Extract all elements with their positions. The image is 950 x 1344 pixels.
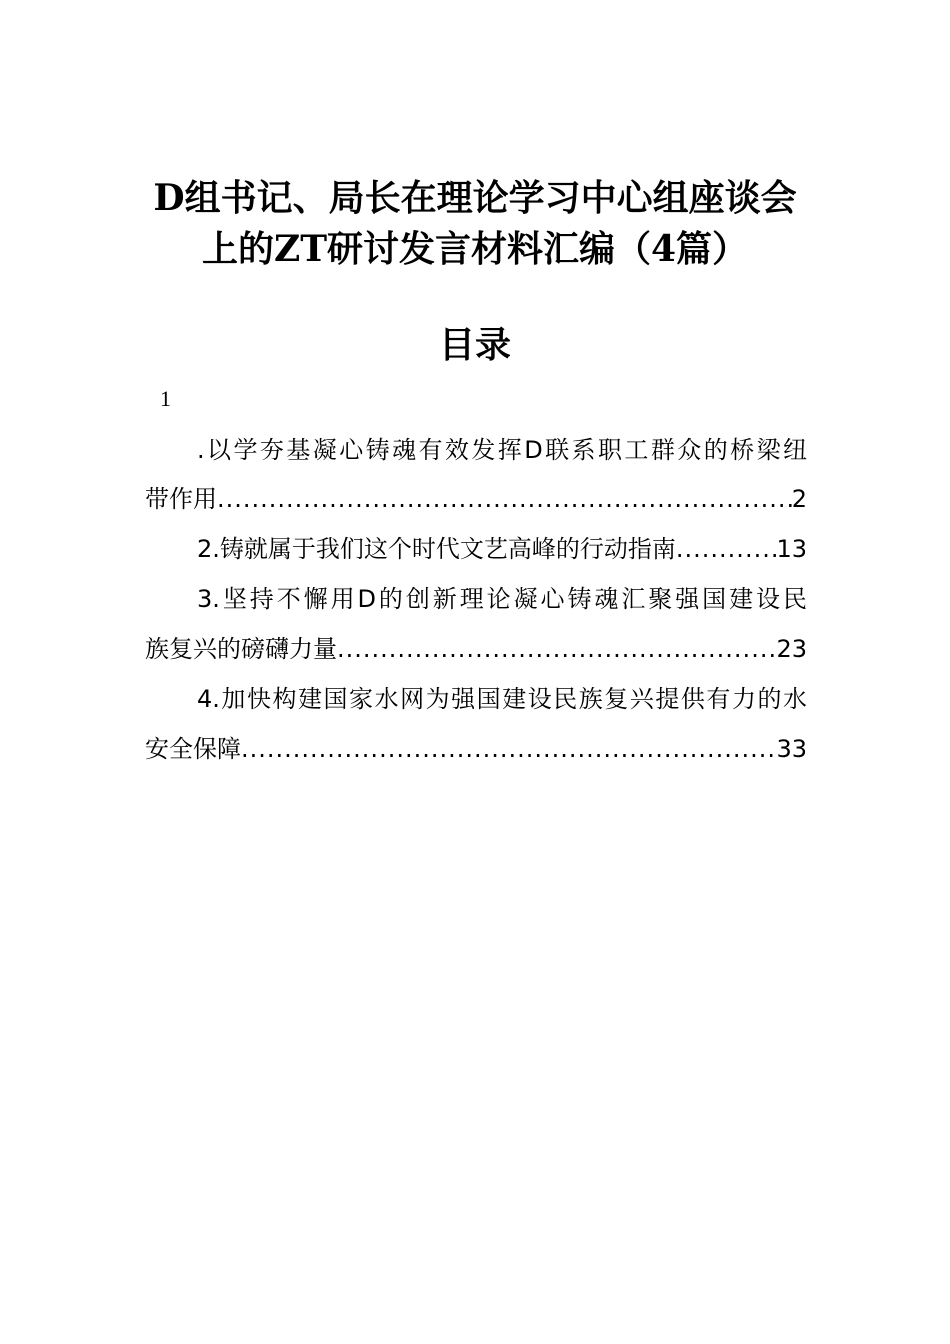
toc-entry-1-page: 2	[791, 485, 807, 513]
toc-entry-3-page: 23	[776, 635, 807, 663]
toc-entry-2-line-1	[197, 531, 807, 567]
title-line-2: 上的ZT研讨发言材料汇编（4篇）	[201, 228, 749, 270]
dot-leader	[241, 731, 776, 767]
toc-entry-3-text: 族复兴的磅礴力量	[145, 635, 337, 663]
toc-entry-3-line-2	[145, 631, 807, 667]
toc-heading: 目录	[438, 325, 511, 366]
dot-leader	[676, 531, 777, 567]
dot-leader	[217, 481, 792, 517]
toc-entry-2-text: 2.铸就属于我们这个时代文艺高峰的行动指南	[197, 535, 676, 563]
toc-entry-2-page: 13	[776, 535, 807, 563]
toc-entry-4-line-2	[145, 731, 807, 767]
title-line-1: D组书记、局长在理论学习中心组座谈会	[153, 177, 797, 219]
toc-entry-4-text: 安全保障	[145, 735, 241, 763]
dot-leader	[337, 631, 776, 667]
toc-entry-1-line-1: .以学夯基凝心铸魂有效发挥D联系职工群众的桥梁纽	[197, 436, 807, 464]
toc-entry-4-page: 33	[776, 735, 807, 763]
toc-entry-3-line-1: 3.坚持不懈用D的创新理论凝心铸魂汇聚强国建设民	[197, 585, 807, 613]
toc-entry-1-text: 带作用	[145, 485, 217, 513]
toc-entry-4-line-1: 4.加快构建国家水网为强国建设民族复兴提供有力的水	[197, 685, 807, 713]
stray-number: 1	[160, 386, 171, 411]
toc-entry-1-line-2	[145, 481, 807, 517]
